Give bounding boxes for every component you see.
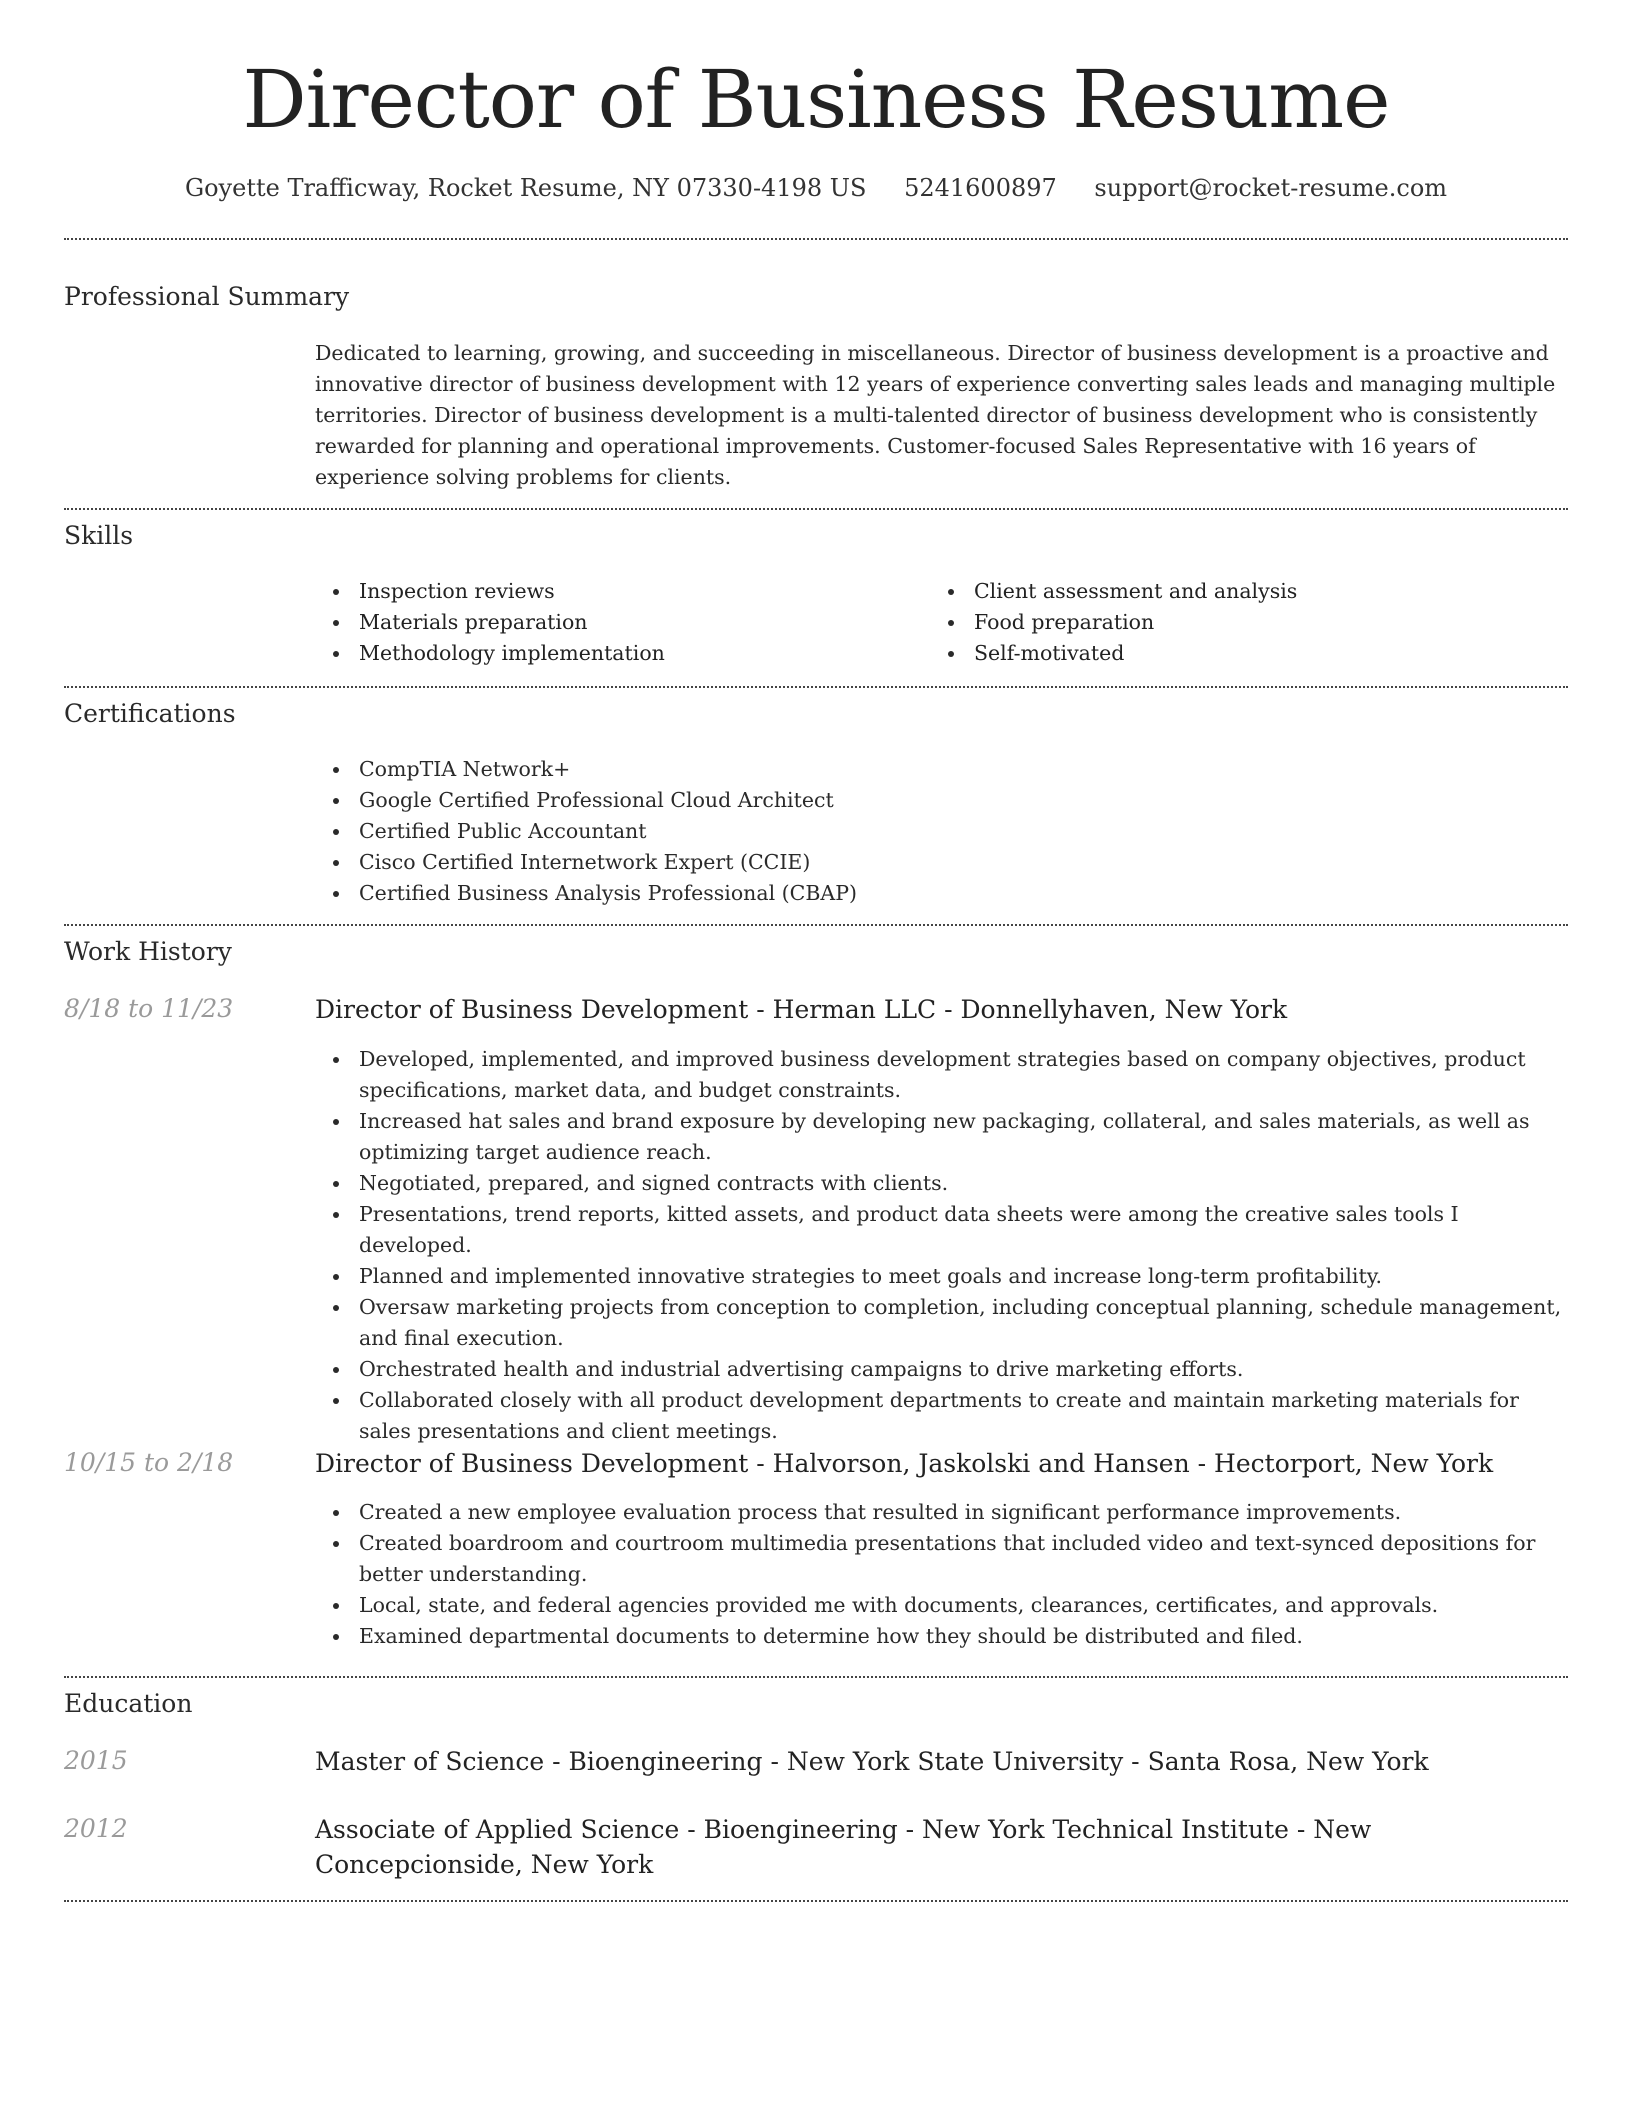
- job-bullet: Negotiated, prepared, and signed contracts with clients.: [359, 1168, 1565, 1199]
- skill-item: Inspection reviews: [359, 576, 915, 607]
- contact-address: Goyette Trafficway, Rocket Resume, NY 07330-4198 US: [184, 174, 867, 202]
- skill-item: Client assessment and analysis: [974, 576, 1530, 607]
- skill-item: Food preparation: [974, 607, 1530, 638]
- education-details: - New York State University - Santa Rosa, New York: [762, 1747, 1429, 1776]
- divider: [64, 924, 1568, 926]
- skills-list-left: [315, 576, 915, 669]
- summary-heading: Professional Summary: [64, 282, 350, 311]
- education-year: 2015: [64, 1746, 128, 1775]
- summary-text: Dedicated to learning, growing, and succeeding in miscellaneous. Director of business development is a proactive and innovative director of business development with 12 years of experience converting sales leads and managing multiple territories. Director of business development is a multi-talented director of business development who is consistently rewarded for planning and operational improvements. Customer-focused Sales Representative with 16 years of experience solving problems for clients.: [315, 341, 1556, 489]
- certification-item: Certified Public Accountant: [359, 816, 1565, 847]
- certification-item: Certified Business Analysis Professional (CBAP): [359, 878, 1565, 909]
- job-bullet: Increased hat sales and brand exposure by developing new packaging, collateral, and sales materials, as well as optimizing target audience reach.: [359, 1106, 1565, 1168]
- certifications-heading: Certifications: [64, 699, 236, 728]
- certification-item: CompTIA Network+: [359, 754, 1565, 785]
- work-history-heading: Work History: [64, 937, 232, 966]
- job-title: Director of Business Development: [315, 1449, 749, 1478]
- education-degree: Master of Science - Bioengineering: [315, 1747, 763, 1776]
- contact-phone: 5241600897: [904, 174, 1057, 202]
- contact-line: [0, 172, 1632, 204]
- job-bullet: Presentations, trend reports, kitted assets, and product data sheets were among the creative sales tools I developed.: [359, 1199, 1565, 1261]
- divider: [64, 508, 1568, 510]
- education-year: 2012: [64, 1814, 128, 1843]
- job-heading: [315, 1446, 1565, 1481]
- job-bullet: Created boardroom and courtroom multimedia presentations that included video and text-synced depositions for better understanding.: [359, 1528, 1565, 1590]
- job-bullet: Collaborated closely with all product development departments to create and maintain marketing materials for sales presentations and client meetings.: [359, 1385, 1565, 1447]
- divider: [64, 1900, 1568, 1902]
- divider: [64, 1676, 1568, 1678]
- job-heading: [315, 992, 1565, 1027]
- skill-item: Materials preparation: [359, 607, 915, 638]
- skill-item: Self-motivated: [974, 638, 1530, 669]
- contact-email: support@rocket-resume.com: [1094, 174, 1448, 202]
- job-bullet: Local, state, and federal agencies provided me with documents, clearances, certificates, and approvals.: [359, 1590, 1565, 1621]
- education-entry: [315, 1744, 1565, 1779]
- page-title: Director of Business Resume: [242, 53, 1390, 146]
- job-title: Director of Business Development: [315, 995, 749, 1024]
- job-bullet: Developed, implemented, and improved business development strategies based on company objectives, product specifications, market data, and budget constraints.: [359, 1044, 1565, 1106]
- job-dates: 10/15 to 2/18: [64, 1448, 234, 1477]
- skill-item: Methodology implementation: [359, 638, 915, 669]
- job-bullet: Examined departmental documents to determine how they should be distributed and filed.: [359, 1621, 1565, 1652]
- job-bullet: Oversaw marketing projects from conception to completion, including conceptual planning, schedule management, and final execution.: [359, 1292, 1565, 1354]
- job-bullets: [315, 1497, 1565, 1652]
- certification-item: Google Certified Professional Cloud Architect: [359, 785, 1565, 816]
- certification-item: Cisco Certified Internetwork Expert (CCIE): [359, 847, 1565, 878]
- skills-heading: Skills: [64, 521, 134, 550]
- job-details: - Herman LLC - Donnellyhaven, New York: [748, 995, 1288, 1024]
- education-entry: [315, 1812, 1565, 1882]
- job-bullet: Created a new employee evaluation process that resulted in significant performance improvements.: [359, 1497, 1565, 1528]
- job-details: - Halvorson, Jaskolski and Hansen - Hectorport, New York: [748, 1449, 1494, 1478]
- divider: [64, 238, 1568, 240]
- education-heading: Education: [64, 1689, 193, 1718]
- divider: [64, 686, 1568, 688]
- education-details: - New York Technical Institute - New Concepcionside, New York: [315, 1815, 1372, 1879]
- skills-list-right: [930, 576, 1530, 669]
- job-dates: 8/18 to 11/23: [64, 994, 234, 1023]
- job-bullet: Planned and implemented innovative strategies to meet goals and increase long-term profitability.: [359, 1261, 1565, 1292]
- job-bullets: [315, 1044, 1565, 1447]
- education-degree: Associate of Applied Science - Bioengineering: [315, 1815, 898, 1844]
- job-bullet: Orchestrated health and industrial advertising campaigns to drive marketing efforts.: [359, 1354, 1565, 1385]
- certifications-list: [315, 754, 1565, 909]
